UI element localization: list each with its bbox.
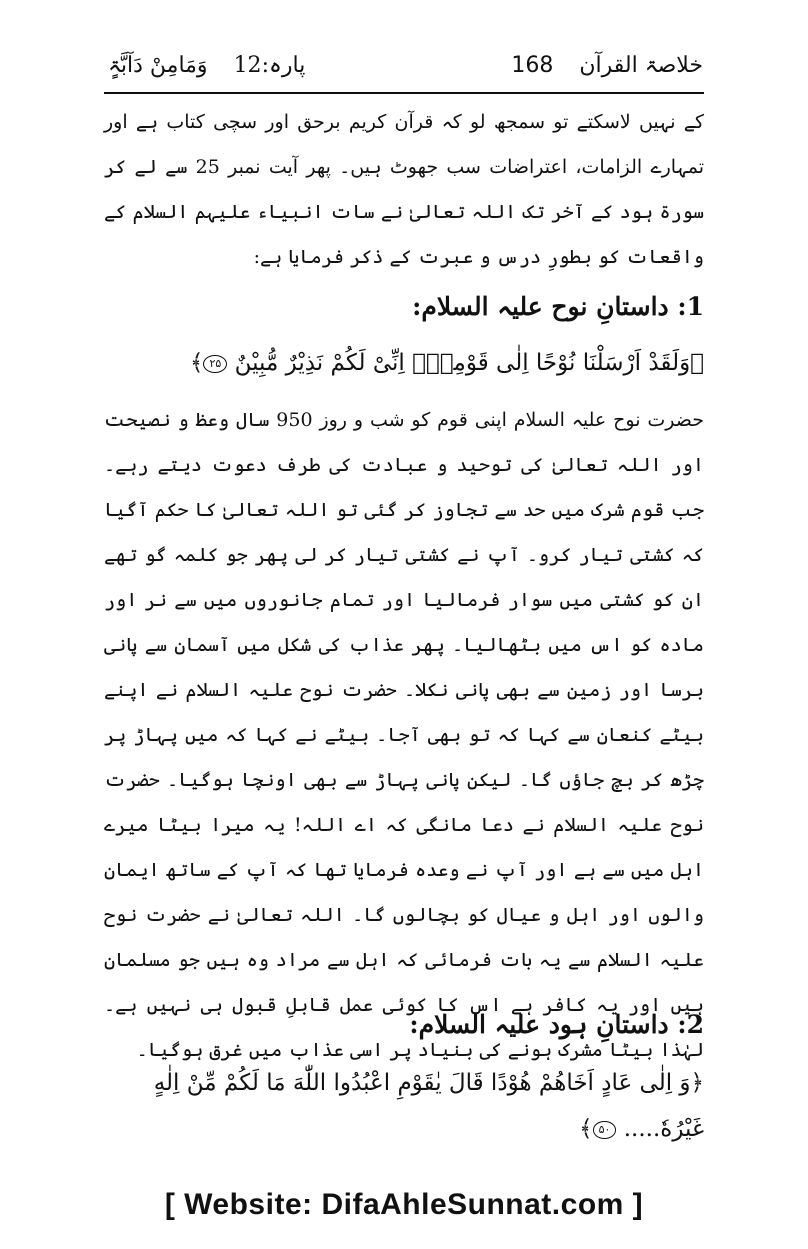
header-left-group (108, 53, 305, 78)
page-header (108, 40, 703, 90)
ayah-close-bracket: ﴾ (579, 1116, 593, 1142)
intro-paragraph: کے نہیں لاسکتے تو سمجھ لو کہ قرآن کریم برحق اور سچی کتاب ہے اور تمہارے الزامات، اعتراضات سب جھوٹ ہیں۔ پھر آیت نمبر 25 سے لے کر سورۃ ہود کے آخر تک اللہ تعالیٰ نے سات انبیاء علیہم السلام کے واقعات کو بطورِ درس و عبرت کے ذکر فرمایا ہے: (104, 111, 704, 268)
section1-heading: 1: داستانِ نوح علیہ السلام: (412, 292, 704, 321)
header-divider (104, 92, 704, 94)
section1-ayah-text: ﴿وَلَقَدْ اَرْسَلْنَا نُوْحًا اِلٰی قَوْمِهٖۤ اِنِّیْ لَكُمْ نَذِیْرٌ مُّبِیْنٌ (234, 350, 704, 376)
para-label: پارہ:12 (233, 52, 306, 78)
ayah-close-bracket: ﴾ (189, 350, 204, 376)
section2-ayah (104, 1060, 704, 1152)
website-footer: [ Website: DifaAhleSunnat.com ] (164, 1188, 644, 1221)
section1-paragraph: حضرت نوح علیہ السلام اپنی قوم کو شب و روز 950 سال وعظ و نصیحت اور اللہ تعالیٰ کی توحید و عبادت کی طرف دعوت دیتے رہے۔ جب قوم شرک میں حد سے تجاوز کر گئی تو اللہ تعالیٰ کا حکم آگیا کہ کشتی تیار کرو۔ آپ نے کشتی تیار کر لی پھر جو کلمہ گو تھے ان کو کشتی میں سوار فرمالیا اور تمام جانوروں میں سے نر اور مادہ کو اس میں بٹھالیا۔ پھر عذاب کی شکل میں آسمان سے پانی برسا اور زمین سے بھی پانی نکلا۔ حضرت نوح علیہ السلام نے اپنے بیٹے کنعان سے کہا کہ تو بھی آجا۔ بیٹے نے کہا کہ میں پہاڑ پر چڑھ کر بچ جاؤں گا۔ لیکن پانی پہاڑ سے بھی اونچا ہوگیا۔ حضرت نوح علیہ السلام نے دعا مانگی کہ اے اللہ! یہ میرا بیٹا میرے اہل میں سے ہے اور آپ نے وعدہ فرمایا تھا کہ آپ کے ساتھ ایمان والوں اور اہل و عیال کو بچالوں گا۔ اللہ تعالیٰ نے حضرت نوح علیہ السلام سے یہ بات فرمائی کہ اہل سے مراد وہ ہیں جو مسلمان ہیں اور یہ کافر ہے اس کا کوئی عمل قابلِ قبول ہی نہیں ہے۔ لہٰذا بیٹا مشرک ہونے کی بنیاد پر اسی عذاب میں غرق ہوگیا۔ (104, 409, 704, 1061)
book-title: خلاصۃ القرآن (579, 52, 703, 78)
section2-heading: 2: داستانِ ہود علیہ السلام: (409, 1010, 704, 1039)
ayah-number-marker: ۵۰ (593, 1121, 617, 1139)
header-right-group (511, 53, 703, 78)
section2-ayah-text: ﴿وَ اِلٰی عَادٍ اَخَاهُمْ هُوْدًا قَالَ یٰقَوْمِ اعْبُدُوا اللّٰهَ مَا لَكُمْ مِّنْ اِلٰهٍ غَیْرُهٗ..... (153, 1070, 704, 1142)
section1-ayah (104, 340, 704, 386)
page-number: 168 (511, 52, 554, 78)
ayah-number-marker: ۲۵ (203, 355, 227, 373)
para-name: وَمَامِنْ دَآبَّۃٍ (108, 52, 208, 78)
